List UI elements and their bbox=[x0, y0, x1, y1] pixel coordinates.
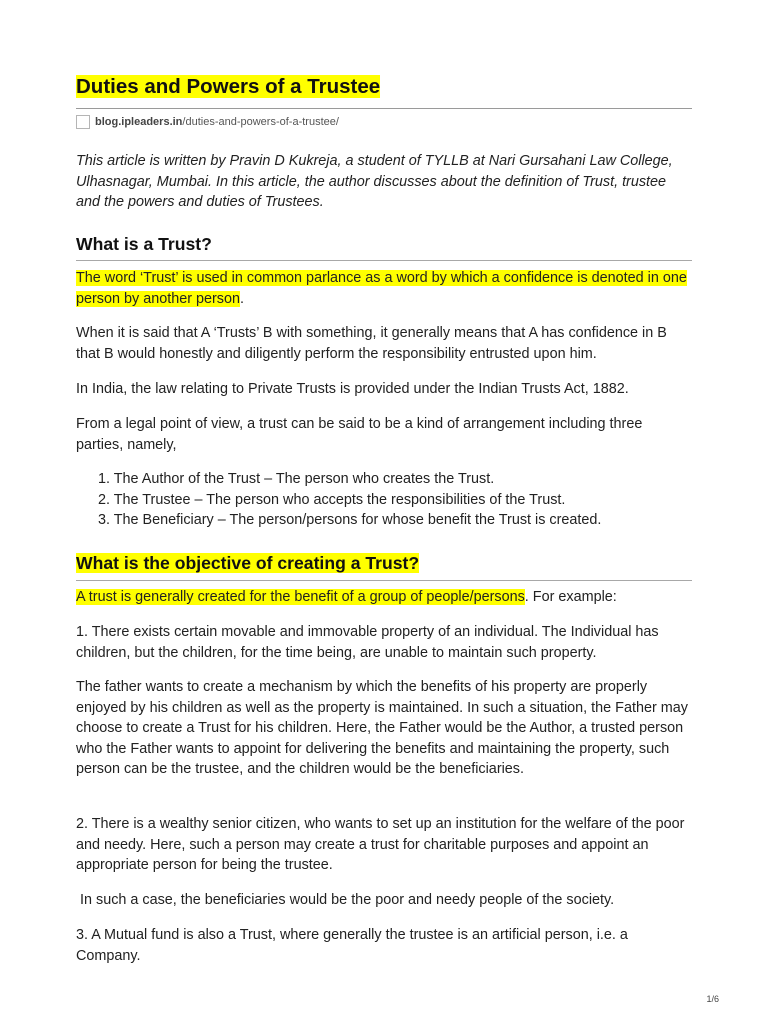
source-path: /duties-and-powers-of-a-trustee/ bbox=[182, 116, 339, 128]
section-heading-objective bbox=[76, 551, 419, 575]
trust-parties-list bbox=[76, 469, 692, 531]
list-item: 2. The Trustee – The person who accepts the responsibilities of the Trust. bbox=[98, 491, 566, 508]
trust-definition-paragraph bbox=[76, 268, 692, 309]
trust-meaning-paragraph: When it is said that A ‘Trusts’ B with something, it generally means that A has confidence in B that B would honestly and diligently perform the responsibility entrusted upon him. bbox=[76, 325, 667, 362]
title-divider bbox=[76, 108, 692, 109]
paragraph-tail: . bbox=[240, 290, 245, 307]
example-1-paragraph: 1. There exists certain movable and immovable property of an individual. The Individual has children, but the children, for the time being, are unable to maintain such property. bbox=[76, 624, 659, 661]
beneficiaries-paragraph: In such a case, the beneficiaries would be the poor and needy people of the society. bbox=[76, 892, 615, 908]
title-highlight: Duties and Powers of a Trustee bbox=[76, 75, 381, 98]
favicon-icon bbox=[76, 115, 90, 129]
father-paragraph: The father wants to create a mechanism by which the benefits of his property are properly enjoyed by his children as well as the property is maintained. In such a situation, the Father may choose to create a Trust for his children. Here, the Father would be the Author, a trusted person who the Father wants to appoint for delivering the benefits and maintaining the property, such person can be the trustee, and the children would be the beneficiaries. bbox=[76, 679, 688, 778]
example-3-paragraph: 3. A Mutual fund is also a Trust, where generally the trustee is an artificial person, i.e. a Company. bbox=[76, 927, 628, 964]
section-heading-what-is-trust: What is a Trust? bbox=[76, 234, 212, 254]
source-domain: blog.ipleaders.in bbox=[95, 116, 183, 128]
article-title bbox=[76, 74, 380, 100]
objective-paragraph bbox=[76, 587, 692, 608]
highlighted-text: A trust is generally created for the benefit of a group of people/persons bbox=[76, 589, 525, 605]
list-item: 3. The Beneficiary – The person/persons for whose benefit the Trust is created. bbox=[98, 512, 602, 529]
page-number: 1/6 bbox=[706, 994, 719, 1004]
paragraph-tail: . For example: bbox=[524, 589, 617, 605]
legal-view-paragraph: From a legal point of view, a trust can be said to be a kind of arrangement including three parties, namely, bbox=[76, 416, 643, 453]
highlighted-text: The word ‘Trust’ is used in common parlance as a word by which a confidence is denoted in one person by another person bbox=[76, 270, 687, 307]
section-divider bbox=[76, 260, 692, 261]
intro-paragraph: This article is written by Pravin D Kukreja, a student of TYLLB at Nari Gursahani Law College, Ulhasnagar, Mumbai. In this article, the author discusses about the definition of Trust, trustee and the powers and duties of Trustees. bbox=[76, 153, 673, 211]
heading-highlight: What is the objective of creating a Trust? bbox=[76, 553, 420, 573]
example-2-paragraph: 2. There is a wealthy senior citizen, who wants to set up an institution for the welfare of the poor and needy. Here, such a person may create a trust for charitable purposes and appoint an appropriate person for being the trustee. bbox=[76, 816, 685, 874]
source-link[interactable] bbox=[76, 113, 339, 131]
indian-trusts-act-paragraph: In India, the law relating to Private Trusts is provided under the Indian Trusts Act, 1882. bbox=[76, 381, 629, 397]
list-item: 1. The Author of the Trust – The person who creates the Trust. bbox=[98, 471, 495, 487]
section-divider bbox=[76, 580, 692, 581]
